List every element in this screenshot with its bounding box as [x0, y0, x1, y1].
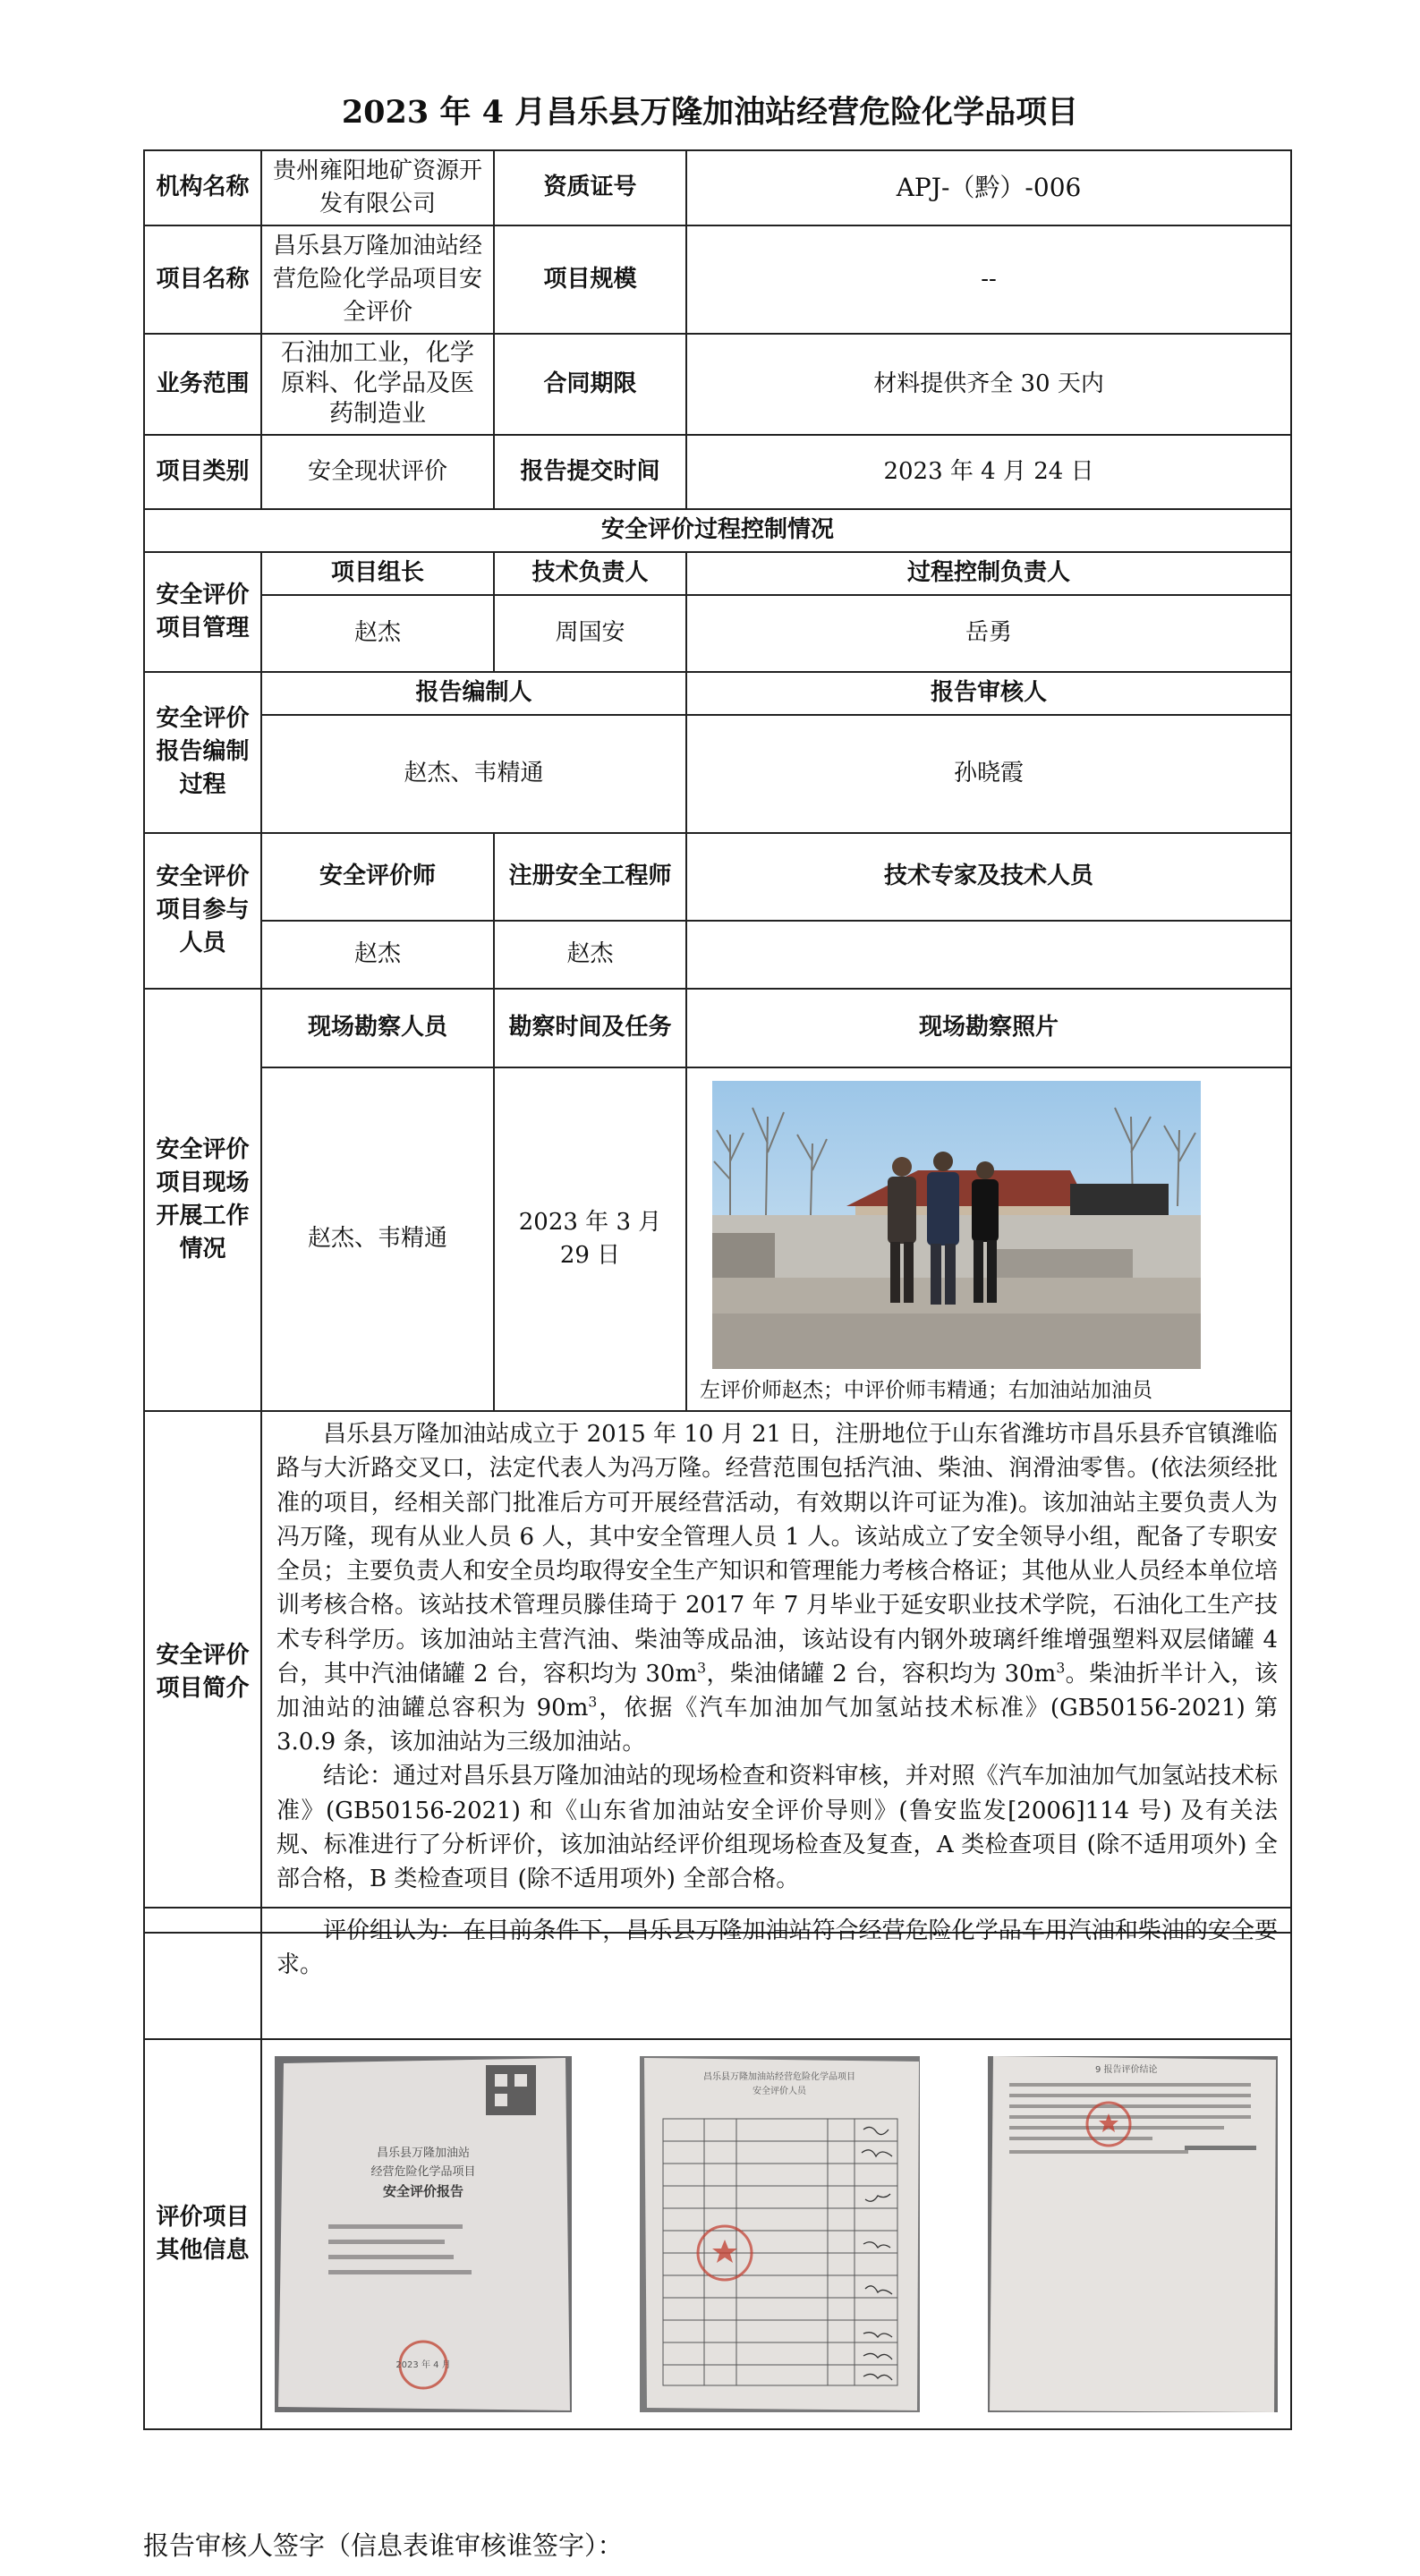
contract-label: 合同期限 [494, 334, 686, 435]
site-col-photo: 现场勘察照片 [686, 989, 1291, 1067]
project-value: 昌乐县万隆加油站经营危险化学品项目安全评价 [261, 225, 494, 334]
submit-value: 2023 年 4 月 24 日 [686, 435, 1291, 509]
site-photo-illustration [712, 1081, 1201, 1369]
mgmt-tech-value: 周国安 [494, 595, 686, 672]
participants-col-assessor: 安全评价师 [261, 833, 494, 921]
intro-paragraph-2: 结论：通过对昌乐县万隆加油站的现场检查和资料审核，并对照《汽车加油加气加氢站技术标准》(GB50156-2021) 和《山东省加油站安全评价导则》(鲁安监发[2006]114 号) 及有关法规、标准进行了分析评价，该加油站经评价组现场检查及复查，A 类检查项目 (除不适用项外) 全部合格，B 类检查项目 (除不适用项外) 全部合格。 [276, 1763, 1279, 1893]
cert-value: APJ-（黔）-006 [686, 150, 1291, 225]
scale-value: -- [686, 225, 1291, 334]
contract-value: 材料提供齐全 30 天内 [686, 334, 1291, 435]
scope-label: 业务范围 [144, 334, 261, 435]
type-label: 项目类别 [144, 435, 261, 509]
site-col-people: 现场勘察人员 [261, 989, 494, 1067]
personnel-table-photo [640, 2056, 920, 2412]
org-label: 机构名称 [144, 150, 261, 225]
site-photo-caption: 左评价师赵杰；中评价师韦精通；右加油站加油员 [700, 1378, 1153, 1402]
report-cover-photo [275, 2056, 572, 2412]
org-value: 贵州雍阳地矿资源开发有限公司 [261, 150, 494, 225]
mgmt-col-leader: 项目组长 [261, 552, 494, 595]
participants-label: 安全评价项目参与人员 [144, 833, 261, 989]
submit-label: 报告提交时间 [494, 435, 686, 509]
other-info-table [143, 1907, 1292, 2430]
svg-text:安全评价报告: 安全评价报告 [382, 2183, 464, 2199]
participants-col-experts: 技术专家及技术人员 [686, 833, 1291, 921]
main-info-table [143, 149, 1292, 1934]
participants-col-engineer: 注册安全工程师 [494, 833, 686, 921]
page-title: 2023 年 4 月昌乐县万隆加油站经营危险化学品项目 [341, 94, 1079, 131]
svg-text:2023 年 4 月: 2023 年 4 月 [395, 2360, 451, 2370]
compile-col-reviewer: 报告审核人 [686, 672, 1291, 715]
participants-engineer-value: 赵杰 [494, 921, 686, 989]
mgmt-col-process: 过程控制负责人 [686, 552, 1291, 595]
site-photo [712, 1081, 1201, 1369]
mgmt-label: 安全评价项目管理 [144, 552, 261, 672]
site-photo-cell [686, 1067, 1291, 1412]
participants-assessor-value: 赵杰 [261, 921, 494, 989]
compile-author-value: 赵杰、韦精通 [261, 715, 686, 833]
conclusion-text: 评价组认为：在目前条件下，昌乐县万隆加油站符合经营危险化学品车用汽油和柴油的安全要求。 [261, 1908, 1291, 2039]
site-time-value: 2023 年 3 月 29 日 [494, 1067, 686, 1412]
intro-text [261, 1411, 1291, 1933]
intro-paragraph-1: 昌乐县万隆加油站成立于 2015 年 10 月 21 日，注册地位于山东省潍坊市昌乐县乔官镇潍临路与大沂路交叉口，法定代表人为冯万隆。经营范围包括汽油、柴油、润滑油零售。(依法须经批准的项目，经相关部门批准后方可开展经营活动，有效期以许可证为准)。该加油站主要负责人为冯万隆，现有从业人员 6 人，其中安全管理人员 1 人。该站成立了安全领导小组，配备了专职安全员；主要负责人和安全员均取得安全生产知识和管理能力考核合格证；其他从业人员经本单位培训考核合格。该站技术管理员滕佳琦于 2017 年 7 月毕业于延安职业技术学院，石油化工生产技术专科学历。该加油站主营汽油、柴油等成品油，该站设有内钢外玻璃纤维增强塑料双层储罐 4 台，其中汽油储罐 2 台，容积均为 $30m^3$，柴油储罐 2 台，容积均为 $30m^3$。柴油折半计入，该加油站的油罐总容积为 $90m^3$，依据《汽车加油加气加氢站技术标准》(GB50156-2021) 第 3.0.9 条，该加油站为三级加油站。 [276, 1421, 1279, 1756]
mgmt-col-tech: 技术负责人 [494, 552, 686, 595]
process-heading: 安全评价过程控制情况 [144, 509, 1291, 552]
svg-text:昌乐县万隆加油站: 昌乐县万隆加油站 [376, 2147, 471, 2160]
conclusion-label-cell [144, 1908, 261, 2039]
svg-text:经营危险化学品项目: 经营危险化学品项目 [370, 2165, 476, 2179]
qr-code-icon [486, 2065, 536, 2115]
type-value: 安全现状评价 [261, 435, 494, 509]
site-col-time: 勘察时间及任务 [494, 989, 686, 1067]
site-label: 安全评价项目现场开展工作情况 [144, 989, 261, 1412]
project-label: 项目名称 [144, 225, 261, 334]
mgmt-leader-value: 赵杰 [261, 595, 494, 672]
cert-label: 资质证号 [494, 150, 686, 225]
signature-line: 报告审核人签字（信息表谁审核谁签字）： [143, 2530, 624, 2561]
compile-col-author: 报告编制人 [261, 672, 686, 715]
intro-label: 安全评价项目简介 [144, 1411, 261, 1933]
conclusion-page-photo [988, 2056, 1278, 2412]
participants-experts-value [686, 921, 1291, 989]
svg-text:安全评价人员: 安全评价人员 [753, 2087, 806, 2096]
other-label: 评价项目其他信息 [144, 2039, 261, 2429]
svg-text:9 报告评价结论: 9 报告评价结论 [1095, 2065, 1158, 2075]
scale-label: 项目规模 [494, 225, 686, 334]
compile-reviewer-value: 孙晓霞 [686, 715, 1291, 833]
other-images [261, 2039, 1291, 2429]
svg-text:昌乐县万隆加油站经营危险化学品项目: 昌乐县万隆加油站经营危险化学品项目 [703, 2072, 855, 2082]
mgmt-process-value: 岳勇 [686, 595, 1291, 672]
scope-value: 石油加工业，化学原料、化学品及医药制造业 [261, 334, 494, 435]
compile-label: 安全评价报告编制过程 [144, 672, 261, 833]
site-people-value: 赵杰、韦精通 [261, 1067, 494, 1412]
